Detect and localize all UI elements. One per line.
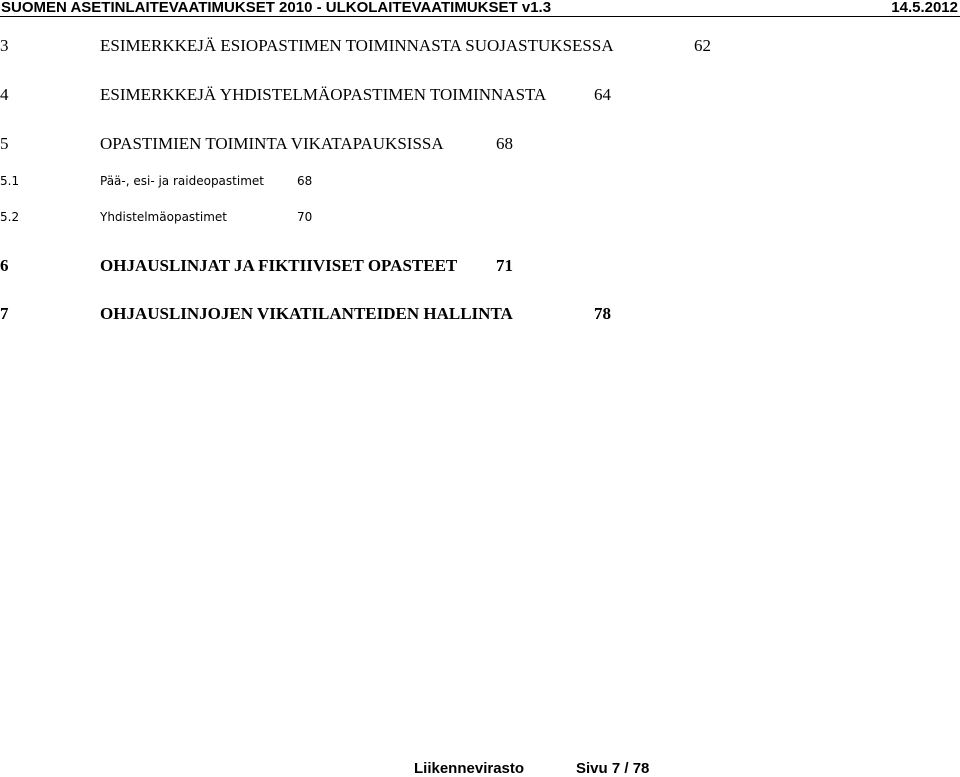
toc-entry-page: 64 xyxy=(594,85,611,104)
toc-entry-page: 68 xyxy=(297,174,313,188)
toc-entry-title: ESIMERKKEJÄ YHDISTELMÄOPASTIMEN TOIMINNASTA xyxy=(100,85,547,104)
document-date: 14.5.2012 xyxy=(891,0,958,16)
toc-entry-number: 6 xyxy=(0,256,9,275)
toc-entry-page: 68 xyxy=(496,134,513,153)
document-title: SUOMEN ASETINLAITEVAATIMUKSET 2010 - ULKOLAITEVAATIMUKSET v1.3 xyxy=(1,0,552,16)
toc-entry-page: 62 xyxy=(694,36,711,55)
toc-entry-title: Yhdistelmäopastimet xyxy=(100,210,227,224)
toc-entry-number: 7 xyxy=(0,304,9,323)
toc-entry-title: ESIMERKKEJÄ ESIOPASTIMEN TOIMINNASTA SUOJASTUKSESSA xyxy=(100,36,614,55)
page-header xyxy=(0,0,960,17)
toc-entry-title: OHJAUSLINJAT JA FIKTIIVISET OPASTEET xyxy=(100,256,458,275)
toc-entry-title: Pää-, esi- ja raideopastimet xyxy=(100,174,264,188)
toc-entry-number: 4 xyxy=(0,85,9,104)
toc-entry-number: 5.2 xyxy=(0,210,20,224)
toc-entry-number: 5 xyxy=(0,134,9,153)
toc-entry-page: 71 xyxy=(496,256,513,275)
toc-entry-number: 5.1 xyxy=(0,174,20,188)
toc-entry-title: OPASTIMIEN TOIMINTA VIKATAPAUKSISSA xyxy=(100,134,444,153)
page-number: Sivu 7 / 78 xyxy=(576,760,650,777)
toc-entry-number: 3 xyxy=(0,36,9,55)
toc-entry-title: OHJAUSLINJOJEN VIKATILANTEIDEN HALLINTA xyxy=(100,304,513,323)
page-footer xyxy=(0,760,960,776)
toc-entry-page: 70 xyxy=(297,210,313,224)
toc-entry-page: 78 xyxy=(594,304,611,323)
footer-organization: Liikennevirasto xyxy=(414,760,525,777)
